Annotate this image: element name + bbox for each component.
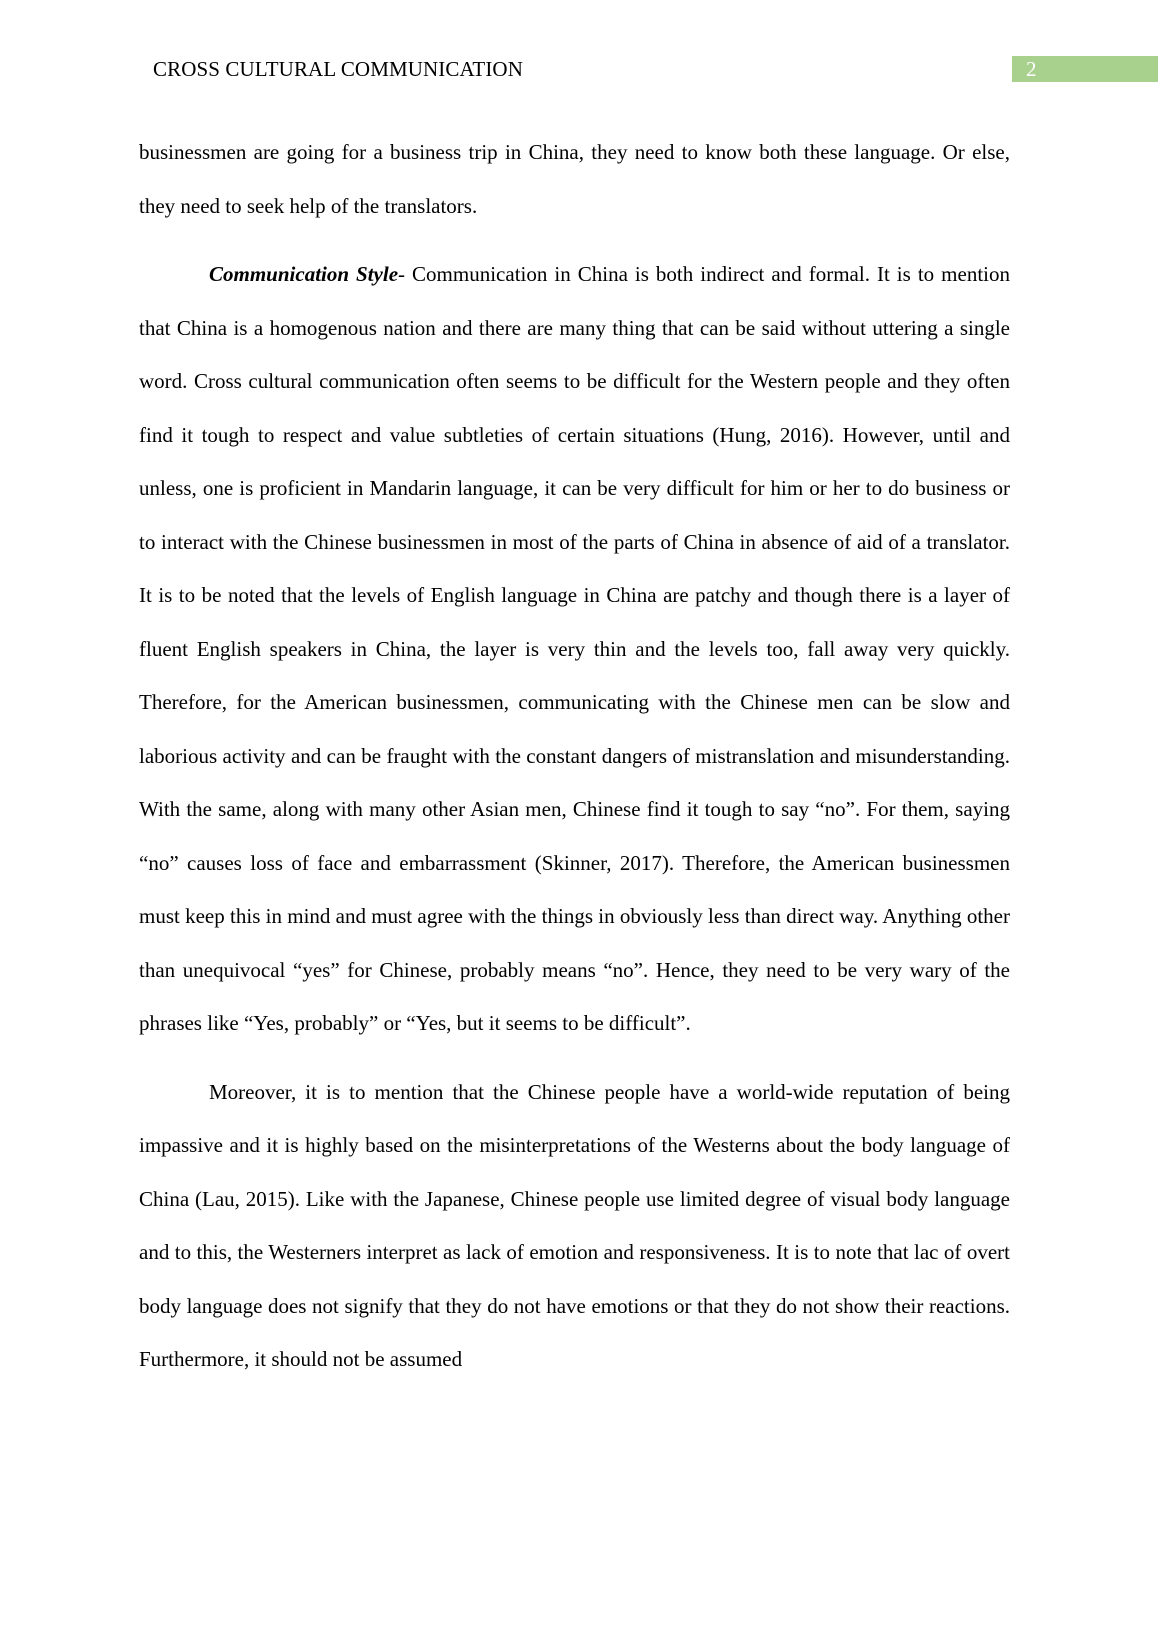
page-number-box [1012,56,1158,82]
page-number: 2 [1026,57,1037,81]
paragraph-body-language: Moreover, it is to mention that the Chinese people have a world-wide reputation of being impassive and it is highly based on the misinterpretations of the Westerns about the body language of China (Lau, 2015). Like with the Japanese, Chinese people use limited degree of visual body language and to this, the Westerners interpret as lack of emotion and responsiveness. It is to note that lac of overt body language does not signify that they do not have emotions or that they do not show their reactions. Furthermore, it should not be assumed [139,1079,1010,1371]
paragraph-continuation: businessmen are going for a business trip in China, they need to know both these language. Or else, they need to seek help of the translators. [139,140,1010,218]
paragraph-communication-style [139,248,1010,1051]
page-header [0,56,1158,82]
paragraph-lead-heading: Communication Style [209,262,399,286]
running-head: CROSS CULTURAL COMMUNICATION [153,57,523,81]
paragraph-body: - Communication in China is both indirect and formal. It is to mention that China is a homogenous nation and there are many thing that can be said without uttering a single word. Cross cultural communication often seems to be difficult for the Western people and they often find it tough to respect and value subtleties of certain situations (Hung, 2016). However, until and unless, one is proficient in Mandarin language, it can be very difficult for him or her to do business or to interact with the Chinese businessmen in most of the parts of China in absence of aid of a translator. It is to be noted that the levels of English language in China are patchy and though there is a layer of fluent English speakers in China, the layer is very thin and the levels too, fall away very quickly. Therefore, for the American businessmen, communicating with the Chinese men can be slow and laborious activity and can be fraught with the constant dangers of mistranslation and misunderstanding. With the same, along with many other Asian men, Chinese find it tough to say “no”. For them, saying “no” causes loss of face and embarrassment (Skinner, 2017). Therefore, the American businessmen must keep this in mind and must agree with the things in obviously less than direct way. Anything other than unequivocal “yes” for Chinese, probably means “no”. Hence, they need to be very wary of the phrases like “Yes, probably” or “Yes, but it seems to be difficult”. [139,262,1010,1035]
body-text [139,126,1010,1402]
